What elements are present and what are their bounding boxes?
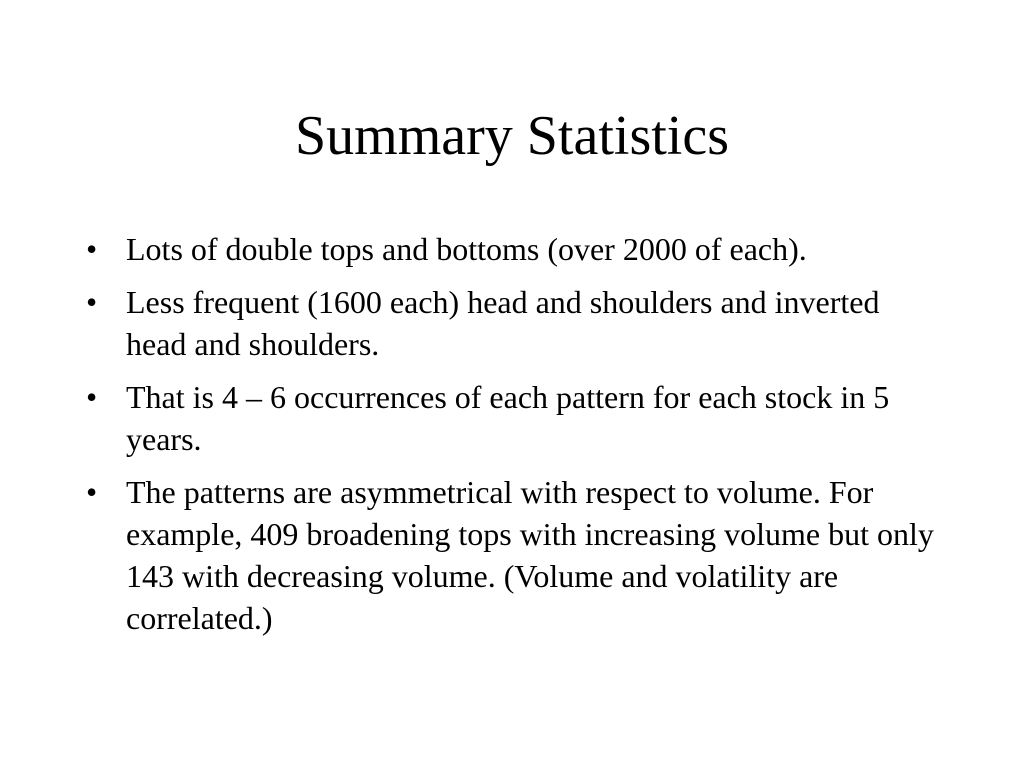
bullet-icon: • <box>86 474 98 510</box>
bullet-icon: • <box>86 379 98 415</box>
bullet-icon: • <box>86 284 98 320</box>
bullet-item <box>84 471 944 639</box>
bullet-item <box>84 376 944 460</box>
bullet-item <box>84 281 944 365</box>
bullet-text: Lots of double tops and bottoms (over 2000 of each). <box>126 231 807 267</box>
bullet-text: Less frequent (1600 each) head and shoulders and inverted head and shoulders. <box>126 284 880 362</box>
bullet-item <box>84 228 944 270</box>
slide-title: Summary Statistics <box>295 105 729 167</box>
bullet-text: That is 4 – 6 occurrences of each pattern for each stock in 5 years. <box>126 379 890 457</box>
bullet-icon: • <box>86 231 98 267</box>
bullet-list <box>84 228 944 650</box>
bullet-text: The patterns are asymmetrical with respect to volume. For example, 409 broadening tops with increasing volume but only 143 with decreasing volume. (Volume and volatility are correlated.) <box>126 474 934 636</box>
